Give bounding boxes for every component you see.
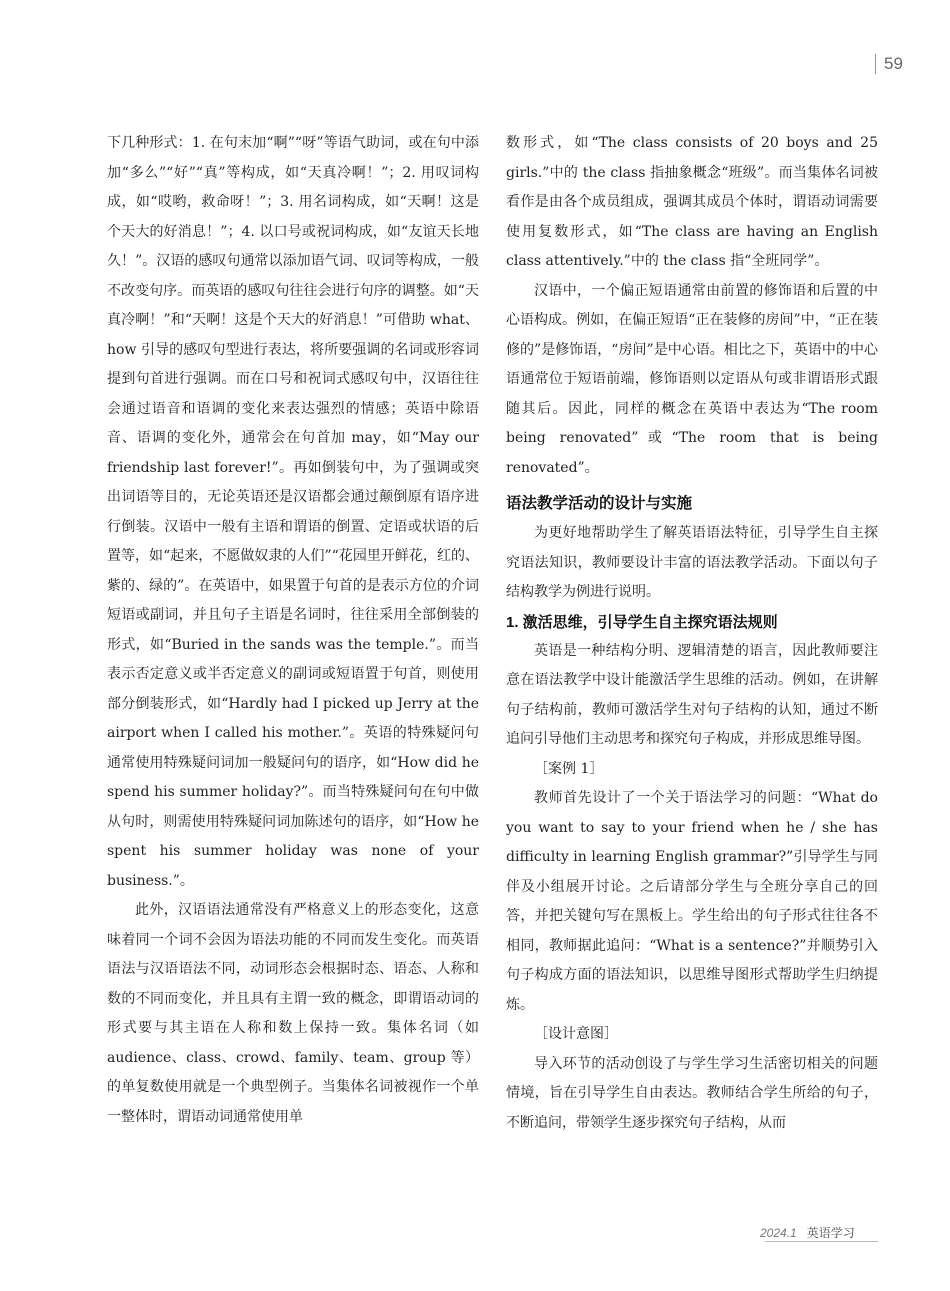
body-paragraph: 此外，汉语语法通常没有严格意义上的形态变化，这意味着同一个词不会因为语法功能的不同而发生变化。而英语语法与汉语语法不同，动词形态会根据时态、语态、人称和数的不同而变化，并且具有主谓一致的概念，即谓语动词的形式要与其主语在人称和数上保持一致。集体名词（如 audience、class、crowd、family、team、group 等）的单复数使用就是一个典型例子。当集体名词被视作一个单一整体时，谓语动词通常使用单 [107,902,479,1125]
left-column [107,129,479,1132]
page-footer [760,1225,880,1241]
body-paragraph: 汉语中，一个偏正短语通常由前置的修饰语和后置的中心语构成。例如，在偏正短语“正在装修的房间”中，“正在装修的”是修饰语，“房间”是中心语。相比之下，英语中的中心语通常位于短语前端，修饰语则以定语从句或非谓语形式跟随其后。因此，同样的概念在英语中表达为“The room being renovated”或“The room that is being renovated”。 [506,282,878,476]
section-title: 语法教学活动的设计与实施 [506,495,693,512]
body-paragraph: 数形式，如“The class consists of 20 boys and 25 girls.”中的 the class 指抽象概念“班级”。而当集体名词被看作是由各个成员组成，强调其成员个体时，谓语动词需要使用复数形式，如“The class are having an English class attentively.”中的 the class 指“全班同学”。 [506,135,878,269]
subsection-title: 1. 激活思维，引导学生自主探究语法规则 [506,613,778,631]
page-number: 59 [875,54,903,74]
issue-number: 2024.1 [760,1226,797,1240]
body-paragraph: 导入环节的活动创设了与学生学习生活密切相关的问题情境，旨在引导学生自由表达。教师结合学生所给的句子，不断追问，带领学生逐步探究句子结构，从而 [506,1055,878,1131]
body-paragraph: 下几种形式：1. 在句末加“啊”“呀”等语气助词，或在句中添加“多么”“好”“真”等构成，如“天真冷啊！”；2. 用叹词构成，如“哎哟，救命呀！”；3. 用名词构成，如“天啊！这是个天大的好消息！”；4. 以口号或祝词构成，如“友谊天长地久！”。汉语的感叹句通常以添加语气词、叹词等构成，一般不改变句序。而英语的感叹句往往会进行句序的调整。如“天真冷啊！”和“天啊！这是个天大的好消息！”可借助 what、how 引导的感叹句型进行表达，将所要强调的名词或形容词提到句首进行强调。而在口号和祝词式感叹句中，汉语往往会通过语音和语调的变化来表达强烈的情感；英语中除语音、语调的变化外，通常会在句首加 may，如“May our friendship last forever!”。再如倒装句中，为了强调或突出词语等目的，无论英语还是汉语都会通过颠倒原有语序进行倒装。汉语中一般有主语和谓语的倒置、定语或状语的后置等，如“起来，不愿做奴隶的人们”“花园里开鲜花，红的、紫的、绿的”。在英语中，如果置于句首的是表示方位的介词短语或副词，并且句子主语是名词时，往往采用全部倒装的形式，如“Buried in the sands was the temple.”。而当表示否定意义或半否定意义的副词或短语置于句首，则使用部分倒装形式，如“Hardly had I picked up Jerry at the airport when I called his mother.”。英语的特殊疑问句通常使用特殊疑问词加一般疑问句的语序，如“How did he spend his summer holiday?”。而当特殊疑问句在句中做从句时，则需使用特殊疑问词加陈述句的语序，如“How he spent his summer holiday was none of your business.”。 [107,135,479,889]
design-intent-label: ［设计意图］ [534,1026,618,1042]
body-paragraph: 教师首先设计了一个关于语法学习的问题：“What do you want to say to your friend when he / she has difficulty in learning English grammar?”引导学生与同伴及小组展开讨论。之后请部分学生与全班分享自己的回答，并把关键句写在黑板上。学生给出的句子形式往往各不相同，教师据此追问：“What is a sentence?”并顺势引入句子构成方面的语法知识，以思维导图形式帮助学生归纳提炼。 [506,790,878,1013]
footer-rule [765,1241,878,1242]
right-column [506,129,878,1138]
journal-name: 英语学习 [806,1226,855,1240]
body-paragraph: 英语是一种结构分明、逻辑清楚的语言，因此教师要注意在语法教学中设计能激活学生思维的活动。例如，在讲解句子结构前，教师可激活学生对句子结构的认知，通过不断追问引导他们主动思考和探究句子构成，并形成思维导图。 [506,642,878,747]
body-paragraph: 为更好地帮助学生了解英语语法特征，引导学生自主探究语法知识，教师要设计丰富的语法教学活动。下面以句子结构教学为例进行说明。 [506,525,878,600]
case-label: ［案例 1］ [534,760,604,777]
